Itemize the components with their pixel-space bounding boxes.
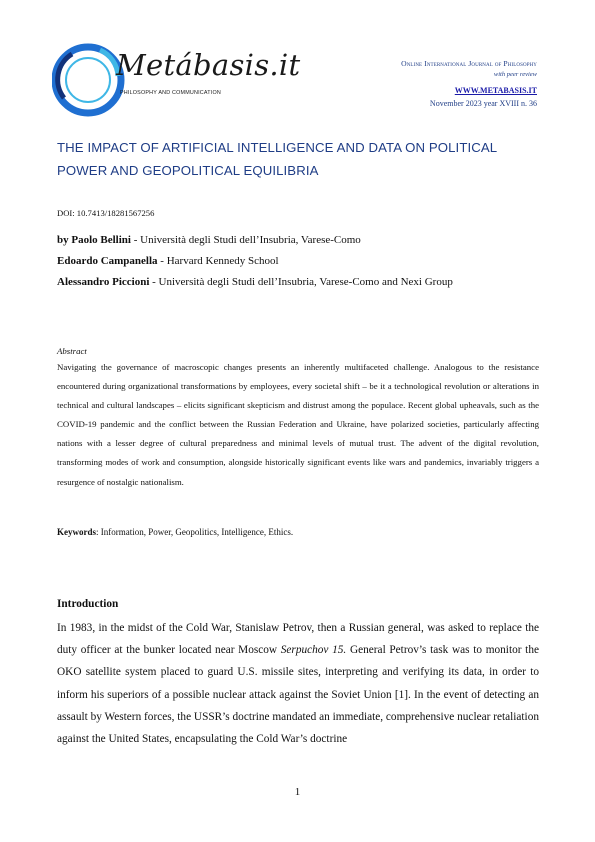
- metabasis-logo: [52, 38, 301, 120]
- abstract-text: Navigating the governance of macroscopic changes presents an inherently multifaceted challenge. Analogous to the resistance encountered during organizational transformations by employees, every societal shift – be it a technological revolution or alterations in technical and cultural landscapes – elicits significant skepticism and distrust among the populace. Recent global upheavals, such as the COVID-19 pandemic and the conflict between the Russian Federation and Ukraine, have polarized societies, particularly affecting nations with a lesser degree of cultural preparedness and minimal levels of mutual trust. The advent of the digital revolution, transforming modes of work and consumption, alongside historically significant events like wars and pandemics, invariably triggers a resurgence of nostalgic nationalism.: [57, 362, 539, 487]
- body-paragraph: [57, 617, 539, 750]
- body-text: General Petrov’s task was to monitor the OKO satellite system placed to guard U.S. missile sites, interpreting and verifying its data, in order to inform his superiors of a possible nuclear attack against the Soviet Union [1]. In the event of detecting an assault by Western forces, the USSR’s doctrine mandated an immediate, comprehensive nuclear retaliation against the United States, encapsulating the Cold War’s doctrine: [57, 644, 539, 746]
- issue-info: November 2023 year XVIII n. 36: [429, 99, 537, 108]
- author-name: by Paolo Bellini: [57, 234, 131, 246]
- keywords-label: Keywords: [57, 527, 96, 537]
- keywords: [57, 527, 293, 537]
- author-list: [57, 230, 453, 293]
- section-heading: Introduction: [57, 598, 119, 610]
- journal-title: Online International Journal of Philosophy: [401, 59, 537, 68]
- journal-header: [401, 58, 537, 109]
- abstract-heading: Abstract: [57, 346, 87, 356]
- author-affiliation: - Harvard Kennedy School: [157, 255, 279, 267]
- doi: DOI: 10.7413/18281567256: [57, 208, 155, 218]
- body-text: In 1983, in the midst of the Cold War, Stanislaw Petrov, then a Russian general, was asked to replace the duty officer at the bunker located near Moscow: [57, 622, 539, 657]
- author-line: [57, 272, 453, 293]
- paper-title: THE IMPACT OF ARTIFICIAL INTELLIGENCE AND DATA ON POLITICAL POWER AND GEOPOLITICAL EQUILIBRIA: [57, 140, 497, 178]
- author-line: [57, 251, 453, 272]
- author-line: [57, 230, 453, 251]
- body-italic: Serpuchov 15.: [280, 644, 347, 657]
- page-number: 1: [294, 786, 301, 798]
- author-affiliation: - Università degli Studi dell’Insubria, Varese-Como and Nexi Group: [149, 276, 453, 288]
- author-affiliation: - Università degli Studi dell’Insubria, Varese-Como: [130, 234, 361, 246]
- author-name: Alessandro Piccioni: [57, 276, 150, 288]
- journal-link[interactable]: WWW.METABASIS.IT: [454, 86, 537, 95]
- peer-review-note: with peer review: [493, 71, 537, 78]
- logo-subtitle: PHILOSOPHY AND COMMUNICATION: [120, 90, 221, 96]
- logo-wordmark: Metábasis.it: [116, 48, 301, 82]
- keywords-list: : Information, Power, Geopolitics, Intelligence, Ethics.: [96, 527, 294, 537]
- author-name: Edoardo Campanella: [57, 255, 158, 267]
